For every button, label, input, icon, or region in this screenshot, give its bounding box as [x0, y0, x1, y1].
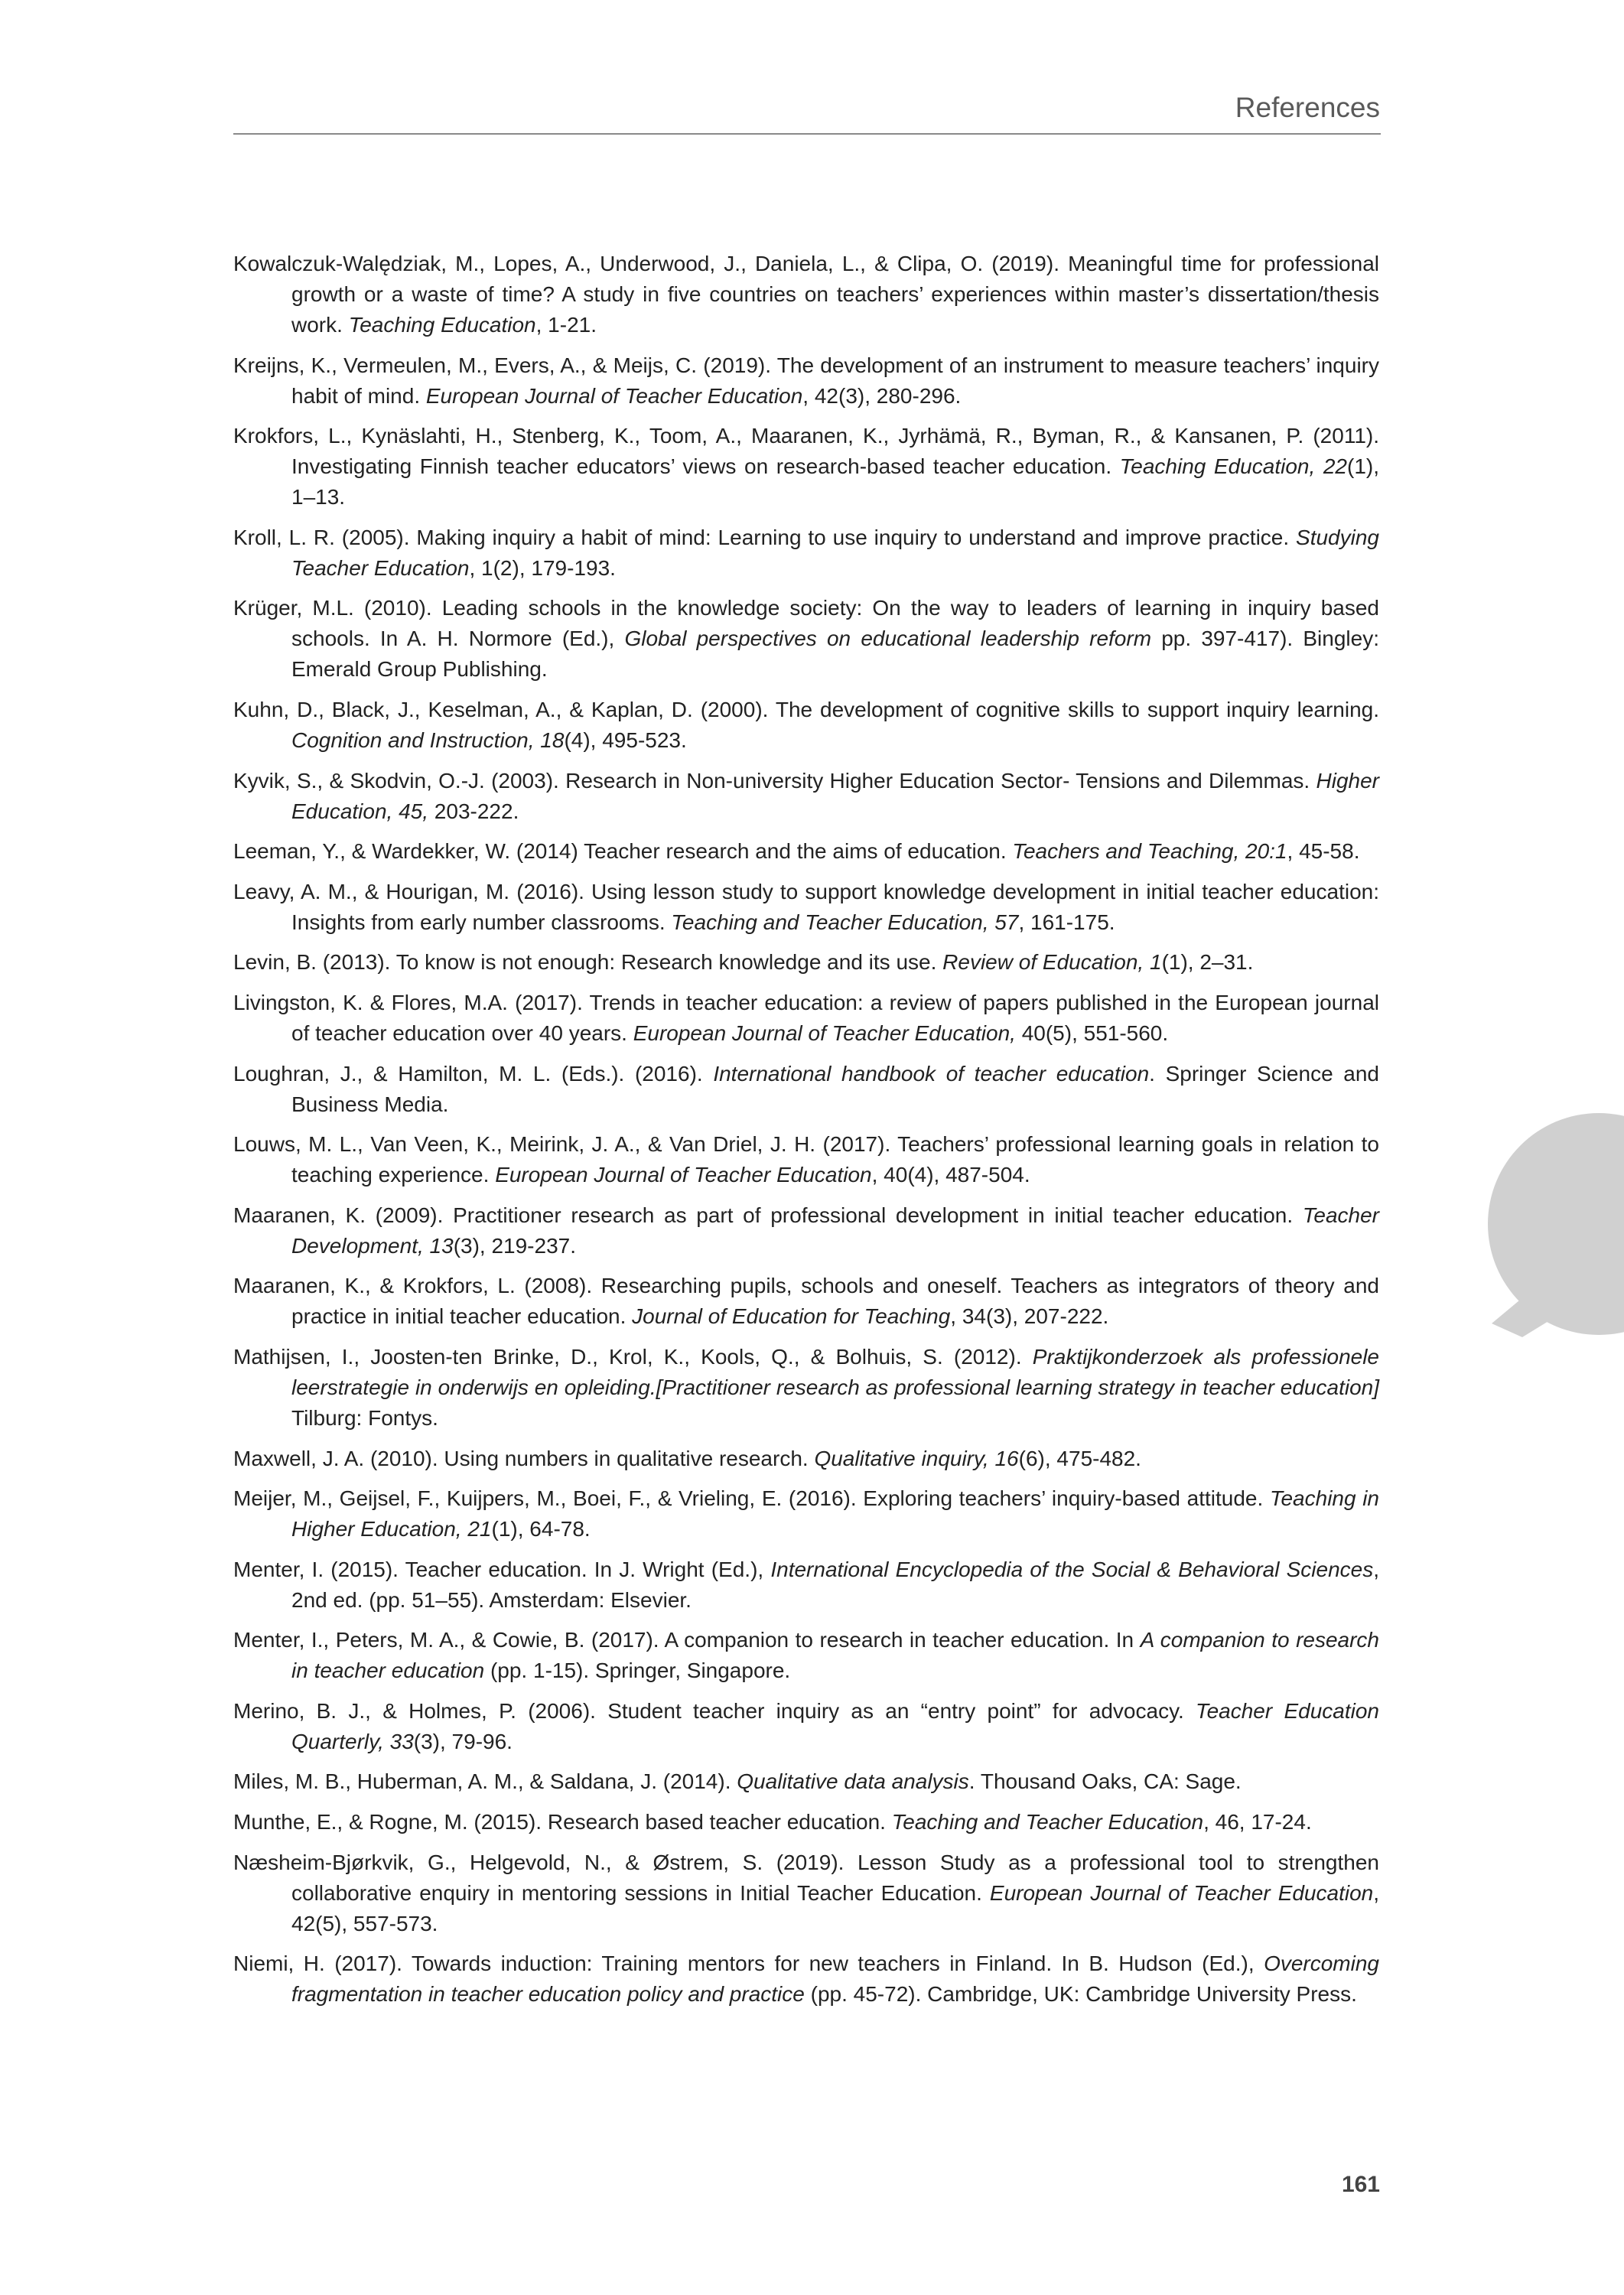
reference-entry [233, 1483, 1379, 1545]
reference-text: Menter, I., Peters, M. A., & Cowie, B. (2017). A companion to research in teacher education. In [233, 1628, 1141, 1652]
reference-text: Kowalczuk-Walędziak, M., Lopes, A., Underwood, J., Daniela, L., & Clipa, O. (2019). Meaningful time for professional growth or a waste of time? A study in five countries on teachers’ experiences within master’s dissertation/thesis work. [233, 252, 1379, 337]
reference-text: Leavy, A. M., & Hourigan, M. (2016). Using lesson study to support knowledge development in initial teacher education: Insights from early number classrooms. [233, 879, 1379, 934]
running-header: References [1235, 92, 1380, 123]
reference-text: Kreijns, K., Vermeulen, M., Evers, A., & Meijs, C. (2019). The development of an instrument to measure teachers’ inquiry habit of mind. [233, 353, 1379, 408]
reference-entry [233, 249, 1379, 340]
reference-details: pp. 397-417). Bingley: Emerald Group Publishing. [291, 627, 1379, 682]
reference-text: Kyvik, S., & Skodvin, O.-J. (2003). Research in Non-university Higher Education Sector- Tensions and Dilemmas. [233, 768, 1316, 793]
reference-text: Maaranen, K., & Krokfors, L. (2008). Researching pupils, schools and oneself. Teachers as integrators of theory and practice in initial teacher education. [233, 1274, 1379, 1329]
reference-source-title: Teaching Education, 22 [1119, 454, 1347, 479]
reference-details: , 40(4), 487-504. [871, 1163, 1030, 1187]
reference-source-title: Teaching Education [348, 313, 536, 337]
reference-entry [233, 1766, 1379, 1797]
reference-entry [233, 1948, 1379, 2010]
magnifier-decoration [1469, 1094, 1624, 1346]
reference-source-title: Global perspectives on educational leadership reform [624, 627, 1152, 651]
reference-entry [233, 1444, 1379, 1474]
reference-text: Maxwell, J. A. (2010). Using numbers in qualitative research. [233, 1446, 815, 1470]
reference-details: , 46, 17-24. [1203, 1810, 1312, 1834]
reference-text: Meijer, M., Geijsel, F., Kuijpers, M., Boei, F., & Vrieling, E. (2016). Exploring teachers’ inquiry-based attitude. [233, 1486, 1270, 1511]
reference-text: Louws, M. L., Van Veen, K., Meirink, J. A., & Van Driel, J. H. (2017). Teachers’ professional learning goals in relation to teaching experience. [233, 1132, 1379, 1187]
reference-entry [233, 1200, 1379, 1261]
reference-entry [233, 947, 1379, 978]
reference-details: , 1-21. [535, 313, 597, 337]
reference-details: (pp. 45-72). Cambridge, UK: Cambridge University Press. [804, 1982, 1357, 2007]
reference-entry [233, 1554, 1379, 1616]
reference-entry [233, 877, 1379, 938]
reference-details: 40(5), 551-560. [1015, 1021, 1169, 1045]
reference-details: (1), 2–31. [1161, 950, 1254, 975]
reference-source-title: Teaching and Teacher Education, 57 [671, 910, 1019, 934]
reference-source-title: Teacher Development, 13 [291, 1203, 1379, 1258]
reference-entry [233, 1059, 1379, 1120]
reference-source-title: European Journal of Teacher Education, [633, 1021, 1016, 1045]
reference-list [233, 249, 1379, 2020]
reference-entry [233, 836, 1379, 867]
reference-entry [233, 988, 1379, 1049]
reference-text: Kuhn, D., Black, J., Keselman, A., & Kaplan, D. (2000). The development of cognitive skills to support inquiry learning. [233, 697, 1379, 721]
reference-details: . Thousand Oaks, CA: Sage. [968, 1769, 1242, 1794]
reference-details: (3), 219-237. [453, 1233, 577, 1258]
reference-details: , 1(2), 179-193. [469, 555, 616, 580]
reference-entry [233, 766, 1379, 827]
reference-entry [233, 1271, 1379, 1332]
reference-text: Levin, B. (2013). To know is not enough: Research knowledge and its use. [233, 950, 943, 975]
reference-source-title: Praktijkonderzoek als professionele leerstrategie in onderwijs en opleiding.[Practitioner research as professional learning strategy in teacher education] [291, 1344, 1380, 1399]
reference-text: Krokfors, L., Kynäslahti, H., Stenberg, K., Toom, A., Maaranen, K., Jyrhämä, R., Byman, R., & Kansanen, P. (2011). Investigating Finnish teacher educators’ views on research-based teacher education. [233, 424, 1379, 479]
reference-source-title: A companion to research in teacher education [291, 1628, 1380, 1683]
reference-source-title: Studying Teacher Education [291, 525, 1379, 580]
header-rule [233, 133, 1381, 135]
reference-text: Maaranen, K. (2009). Practitioner research as part of professional development in initial teacher education. [233, 1203, 1303, 1227]
reference-entry [233, 1342, 1379, 1434]
reference-text: Leeman, Y., & Wardekker, W. (2014) Teacher research and the aims of education. [233, 839, 1013, 864]
reference-text: Mathijsen, I., Joosten-ten Brinke, D., Krol, K., Kools, Q., & Bolhuis, S. (2012). [233, 1344, 1033, 1369]
reference-source-title: Qualitative data analysis [737, 1769, 969, 1794]
reference-source-title: European Journal of Teacher Education [495, 1163, 872, 1187]
reference-entry [233, 695, 1379, 756]
reference-entry [233, 1696, 1379, 1757]
reference-details: (4), 495-523. [564, 728, 687, 752]
reference-source-title: Teacher Education Quarterly, 33 [291, 1698, 1380, 1753]
reference-text: Miles, M. B., Huberman, A. M., & Saldana, J. (2014). [233, 1769, 737, 1794]
reference-details: Tilburg: Fontys. [291, 1405, 438, 1430]
reference-details: , 2nd ed. (pp. 51–55). Amsterdam: Elsevier. [291, 1557, 1379, 1612]
reference-details: (3), 79-96. [413, 1729, 513, 1753]
reference-source-title: European Journal of Teacher Education [989, 1880, 1374, 1905]
reference-entry [233, 1625, 1379, 1686]
reference-text: Menter, I. (2015). Teacher education. In J. Wright (Ed.), [233, 1557, 771, 1581]
reference-entry [233, 421, 1379, 513]
reference-text: Munthe, E., & Rogne, M. (2015). Research based teacher education. [233, 1810, 892, 1834]
reference-source-title: Teaching in Higher Education, 21 [291, 1486, 1379, 1541]
reference-details: , 161-175. [1018, 910, 1115, 934]
reference-source-title: Teachers and Teaching, 20:1 [1012, 839, 1287, 864]
reference-details: , 42(5), 557-573. [291, 1880, 1380, 1935]
reference-text: Kroll, L. R. (2005). Making inquiry a habit of mind: Learning to use inquiry to understand and improve practice. [233, 525, 1297, 549]
reference-source-title: Overcoming fragmentation in teacher education policy and practice [291, 1952, 1379, 2007]
reference-source-title: Cognition and Instruction, 18 [291, 728, 565, 752]
reference-entry [233, 1847, 1379, 1939]
reference-entry [233, 1807, 1379, 1838]
reference-text: Livingston, K. & Flores, M.A. (2017). Trends in teacher education: a review of papers published in the European journal of teacher education over 40 years. [233, 990, 1379, 1045]
page-number: 161 [1341, 2172, 1380, 2197]
reference-details: (6), 475-482. [1018, 1446, 1141, 1470]
reference-details: , 45-58. [1287, 839, 1360, 864]
reference-entry [233, 522, 1379, 584]
reference-details: , 34(3), 207-222. [950, 1304, 1109, 1329]
reference-entry [233, 1129, 1379, 1190]
reference-entry [233, 350, 1379, 412]
reference-source-title: Qualitative inquiry, 16 [814, 1446, 1019, 1470]
reference-details: . Springer Science and Business Media. [291, 1061, 1380, 1116]
reference-details: , 42(3), 280-296. [802, 383, 962, 408]
reference-source-title: Teaching and Teacher Education [891, 1810, 1204, 1834]
reference-details: (1), 1–13. [291, 454, 1379, 509]
reference-source-title: Journal of Education for Teaching [632, 1304, 951, 1329]
reference-source-title: Review of Education, 1 [942, 950, 1162, 975]
reference-text: Krüger, M.L. (2010). Leading schools in the knowledge society: On the way to leaders of learning in inquiry based schools. In A. H. Normore (Ed.), [233, 596, 1379, 651]
reference-source-title: International handbook of teacher education [713, 1061, 1150, 1086]
reference-text: Næsheim-Bjørkvik, G., Helgevold, N., & Østrem, S. (2019). Lesson Study as a professional tool to strengthen collaborative enquiry in mentoring sessions in Initial Teacher Education. [233, 1850, 1379, 1905]
reference-text: Niemi, H. (2017). Towards induction: Training mentors for new teachers in Finland. In B. Hudson (Ed.), [233, 1952, 1264, 1976]
reference-text: Loughran, J., & Hamilton, M. L. (Eds.). (2016). [233, 1061, 714, 1086]
reference-details: (1), 64-78. [491, 1517, 591, 1541]
reference-source-title: International Encyclopedia of the Social & Behavioral Sciences [770, 1557, 1374, 1581]
reference-details: 203-222. [428, 799, 519, 823]
reference-text: Merino, B. J., & Holmes, P. (2006). Student teacher inquiry as an “entry point” for advocacy. [233, 1698, 1196, 1723]
reference-source-title: Higher Education, 45, [291, 768, 1379, 823]
reference-details: (pp. 1-15). Springer, Singapore. [484, 1659, 791, 1683]
reference-entry [233, 593, 1379, 685]
reference-source-title: European Journal of Teacher Education [425, 383, 803, 408]
